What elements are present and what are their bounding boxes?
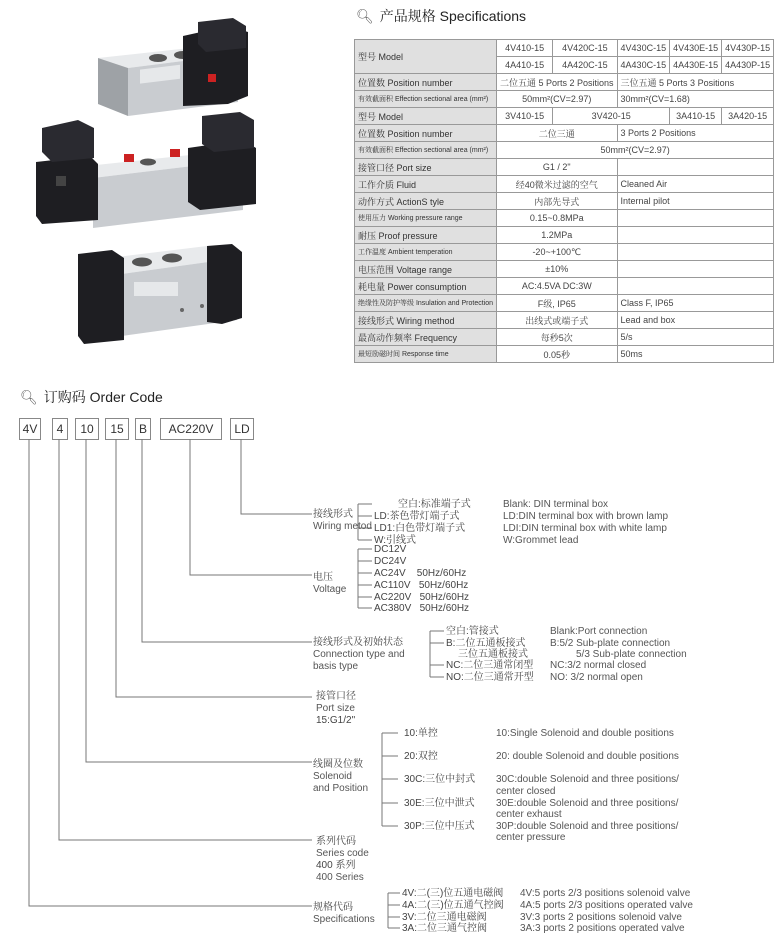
code-box-wiring: LD [230,418,254,440]
connection-item-en: Blank:Port connection [550,626,648,637]
series-title-en: Series code [316,848,369,859]
spec-label: 型号 Model [355,40,497,74]
spec-title-text: 产品规格 Specifications [379,8,527,24]
connection-item-en: NC:3/2 normal closed [550,660,647,671]
spec-cell: 二位五通 5 Ports 2 Positions [497,74,618,91]
spec-label: 电压范围 Voltage range [355,261,497,278]
voltage-item: AC220V 50Hz/60Hz [374,592,470,603]
coil-item-en: 20: double Solenoid and double positions [496,751,679,762]
spec-cell: 4V410-15 [497,40,553,57]
connection-item-cn: B:二位五通板接式 [446,638,526,649]
coil-item-cn: 10:单控 [404,728,438,739]
speccode-title-en: Specifications [313,914,375,925]
spec-cell: 出线式或端子式 [497,312,618,329]
spec-cell: 3A420-15 [722,108,774,125]
spec-cell: Class F, IP65 [617,295,774,312]
connection-item-en: NO: 3/2 normal open [550,672,643,683]
spec-label: 绝缘性及防护等级 Insulation and Protection [355,295,497,312]
spec-cell: 50mm²(CV=2.97) [497,91,618,108]
coil-title-en: Solenoid [313,771,352,782]
connection-title-en: basis type [313,661,359,672]
spec-label: 最短励磁时间 Response time [355,346,497,363]
connection-item-en: B:5/2 Sub-plate connection [550,638,671,649]
coil-title-cn: 线圈及位数 [313,759,363,770]
connection-item-cn: NC:二位三通常闭型 [446,660,534,671]
spec-cell: 50mm²(CV=2.97) [497,142,774,159]
spec-cell: -20~+100℃ [497,244,618,261]
speccode-item-cn: 4A:二(三)位五通气控阀 [402,900,504,911]
coil-item-cn: 30C:三位中封式 [404,774,476,785]
voltage-item: AC24V 50Hz/60Hz [374,568,467,579]
coil-item-cn: 30P:三位中压式 [404,821,475,832]
spec-cell: 0.05秒 [497,346,618,363]
coil-item-cn: 20:双控 [404,751,438,762]
connection-item-cn: NO:二位三通常开型 [446,672,534,683]
spec-label: 最高动作频率 Frequency [355,329,497,346]
voltage-title-en: Voltage [313,584,347,595]
speccode-title-cn: 规格代码 [313,902,353,913]
port-value: 15:G1/2" [316,715,356,726]
coil-item-en: 30C:double Solenoid and three positions/ [496,774,679,785]
spec-cell: 4V430E-15 [670,40,722,57]
search-icon: 🔍︎ [20,388,38,405]
spec-cell: 50ms [617,346,774,363]
spec-cell: 4A430P-15 [722,57,774,74]
spec-cell: Internal pilot [617,193,774,210]
spec-cell: 5/s [617,329,774,346]
connection-title-cn: 接线形式及初始状态 [313,637,403,648]
coil-item-en: center pressure [496,832,566,843]
speccode-item-cn: 3V:二位三通电磁阀 [402,912,487,923]
spec-cell: ±10% [497,261,618,278]
speccode-item-en: 3A:3 ports 2 positions operated valve [520,923,685,934]
wiring-item-cn: W:引线式 [374,535,417,546]
spec-cell: 三位五通 5 Ports 3 Positions [617,74,774,91]
coil-item-en: 10:Single Solenoid and double positions [496,728,674,739]
wiring-item-en: LD:DIN terminal box with brown lamp [503,511,669,522]
spec-cell: 4A410-15 [497,57,553,74]
voltage-item: DC24V [374,556,407,567]
coil-item-cn: 30E:三位中泄式 [404,798,475,809]
voltage-item: DC12V [374,544,407,555]
voltage-item: AC110V 50Hz/60Hz [374,580,469,591]
spec-cell: 3 Ports 2 Positions [617,125,774,142]
spec-cell: 1.2MPa [497,227,618,244]
series-title-cn: 系列代码 [316,836,356,847]
spec-label: 工作介质 Fluid [355,176,497,193]
coil-item-en: 30P:double Solenoid and three positions/ [496,821,679,832]
spec-cell: Lead and box [617,312,774,329]
port-title-en: Port size [316,703,355,714]
speccode-item-cn: 4V:二(三)位五通电磁阀 [402,888,504,899]
spec-label: 耗电量 Power consumption [355,278,497,295]
spec-cell: 每秒5次 [497,329,618,346]
spec-cell: AC:4.5VA DC:3W [497,278,618,295]
wiring-title-en: Wiring metod [313,521,372,532]
spec-cell: 4A430C-15 [617,57,670,74]
spec-label: 使用压力 Working pressure range [355,210,497,227]
code-box-port: 15 [105,418,129,440]
spec-cell: 4V430C-15 [617,40,670,57]
order-title-text: 订购码 Order Code [43,389,163,405]
coil-item-en: center closed [496,786,556,797]
voltage-item: AC380V 50Hz/60Hz [374,603,470,614]
wiring-item-cn: LD:茶色带灯端子式 [374,511,460,522]
spec-cell: 4A420C-15 [553,57,617,74]
spec-cell: 经40微米过滤的空气 [497,176,618,193]
connection-item-cn: 三位五通板接式 [458,649,528,660]
spec-label: 有效截面积 Effection sectional area (mm²) [355,91,497,108]
spec-cell: 30mm²(CV=1.68) [617,91,774,108]
connection-item-cn: 空白:管接式 [446,626,499,637]
wiring-item-en: Blank: DIN terminal box [503,499,609,510]
wiring-item-cn: 空白:标准端子式 [398,499,471,510]
spec-cell: 4V420C-15 [553,40,617,57]
coil-item-en: center exhaust [496,809,562,820]
wiring-title-cn: 接线形式 [313,509,353,520]
spec-cell: 3A410-15 [670,108,722,125]
spec-cell: 4V430P-15 [722,40,774,57]
spec-cell: 4A430E-15 [670,57,722,74]
code-box-type: 4 [52,418,68,440]
spec-cell: F级, IP65 [497,295,618,312]
spec-label: 位置数 Position number [355,125,497,142]
connection-title-en: Connection type and [313,649,405,660]
connection-item-en: 5/3 Sub-plate connection [576,649,687,660]
code-box-connection: B [135,418,151,440]
spec-cell: Cleaned Air [617,176,774,193]
speccode-item-en: 4V:5 ports 2/3 positions solenoid valve [520,888,691,899]
code-box-voltage: AC220V [160,418,222,440]
wiring-item-en: LDI:DIN terminal box with white lamp [503,523,667,534]
coil-title-en: and Position [313,783,369,794]
spec-label: 工作温度 Ambient temperation [355,244,497,261]
series-line: 400 Series [316,872,364,883]
coil-item-en: 30E:double Solenoid and three positions/ [496,798,679,809]
spec-cell: G1 / 2" [497,159,618,176]
spec-label: 位置数 Position number [355,74,497,91]
spec-label: 有效截面积 Effection sectional area (mm²) [355,142,497,159]
wiring-item-en: W:Grommet lead [503,535,579,546]
speccode-item-cn: 3A:二位三通气控阀 [402,923,488,934]
spec-label: 接线形式 Wiring method [355,312,497,329]
voltage-title-cn: 电压 [313,572,333,583]
code-box-series: 4V [19,418,41,440]
spec-cell: 0.15~0.8MPa [497,210,618,227]
wiring-item-cn: LD1:白色带灯端子式 [374,523,466,534]
code-box-position: 10 [75,418,99,440]
port-title-cn: 接管口径 [316,691,356,702]
spec-label: 型号 Model [355,108,497,125]
spec-label: 耐压 Proof pressure [355,227,497,244]
speccode-item-en: 3V:3 ports 2 positions solenoid valve [520,912,682,923]
spec-label: 动作方式 ActionS tyle [355,193,497,210]
spec-cell: 二位三通 [497,125,618,142]
spec-cell: 内部先导式 [497,193,618,210]
spec-cell: 3V410-15 [497,108,553,125]
speccode-item-en: 4A:5 ports 2/3 positions operated valve [520,900,693,911]
search-icon: 🔍︎ [356,7,374,24]
spec-label: 接管口径 Port size [355,159,497,176]
series-line: 400 系列 [316,860,356,871]
spec-cell: 3V420-15 [553,108,670,125]
